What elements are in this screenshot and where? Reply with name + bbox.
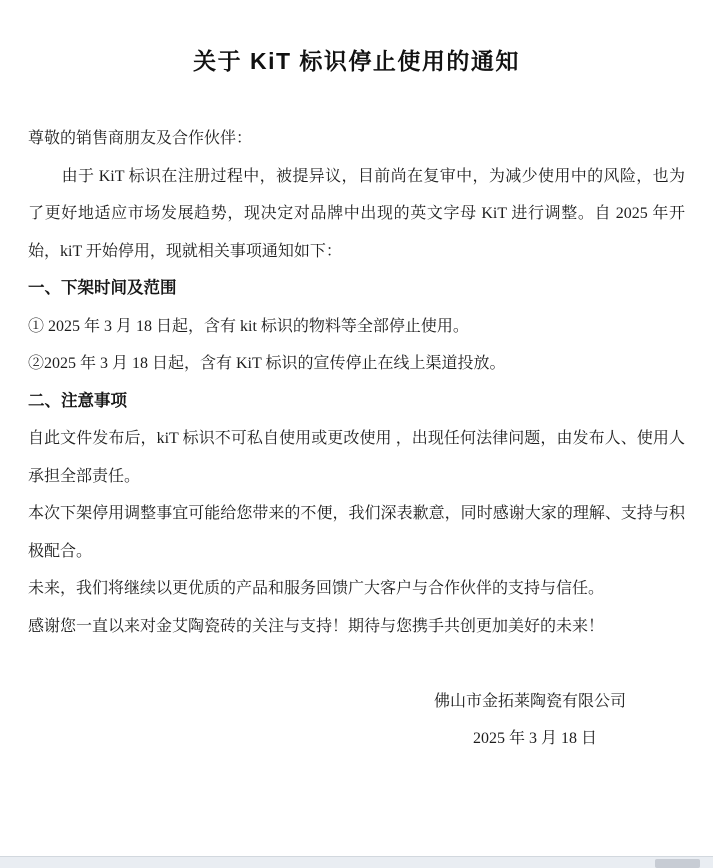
section2-paragraph-4: 感谢您一直以来对金艾陶瓷砖的关注与支持！期待与您携手共创更加美好的未来！: [28, 617, 605, 635]
intro-paragraph: 由于 KiT 标识在注册过程中，被提异议，目前尚在复审中，为减少使用中的风险，也为了更好地适应市场发展趋势，现决定对品牌中出现的英文字母 KiT 进行调整。自 2025 年开始，kiT 开始停用，现就相关事项通知如下：: [28, 167, 685, 260]
section1-item-1: ① 2025 年 3 月 18 日起，含有 kit 标识的物料等全部停止使用。: [28, 317, 469, 335]
greeting-line: 尊敬的销售商朋友及合作伙伴：: [28, 130, 253, 147]
horizontal-scrollbar[interactable]: [0, 856, 713, 868]
section2-heading: 二、注意事项: [28, 391, 127, 410]
section2-paragraph-3: 未来，我们将继续以更优质的产品和服务回馈广大客户与合作伙伴的支持与信任。: [28, 580, 605, 597]
section1-item-2: ②2025 年 3 月 18 日起，含有 KiT 标识的宣传停止在线上渠道投放。: [28, 355, 506, 372]
signature-date: 2025 年 3 月 18 日: [472, 730, 597, 747]
signature-block: [28, 683, 685, 758]
section2-paragraph-2: 本次下架停用调整事宜可能给您带来的不便，我们深表歉意，同时感谢大家的理解、支持与积极配合。: [28, 505, 685, 560]
section2-paragraph-1: 自此文件发布后，kiT 标识不可私自使用或更改使用 ，出现任何法律问题，由发布人、使用人承担全部责任。: [28, 430, 685, 485]
signature-company: 佛山市金拓莱陶瓷有限公司: [433, 692, 626, 710]
section1-heading: 一、下架时间及范围: [28, 279, 177, 297]
scrollbar-thumb[interactable]: [655, 859, 700, 868]
document-title: 关于 KiT 标识停止使用的通知: [193, 48, 520, 74]
